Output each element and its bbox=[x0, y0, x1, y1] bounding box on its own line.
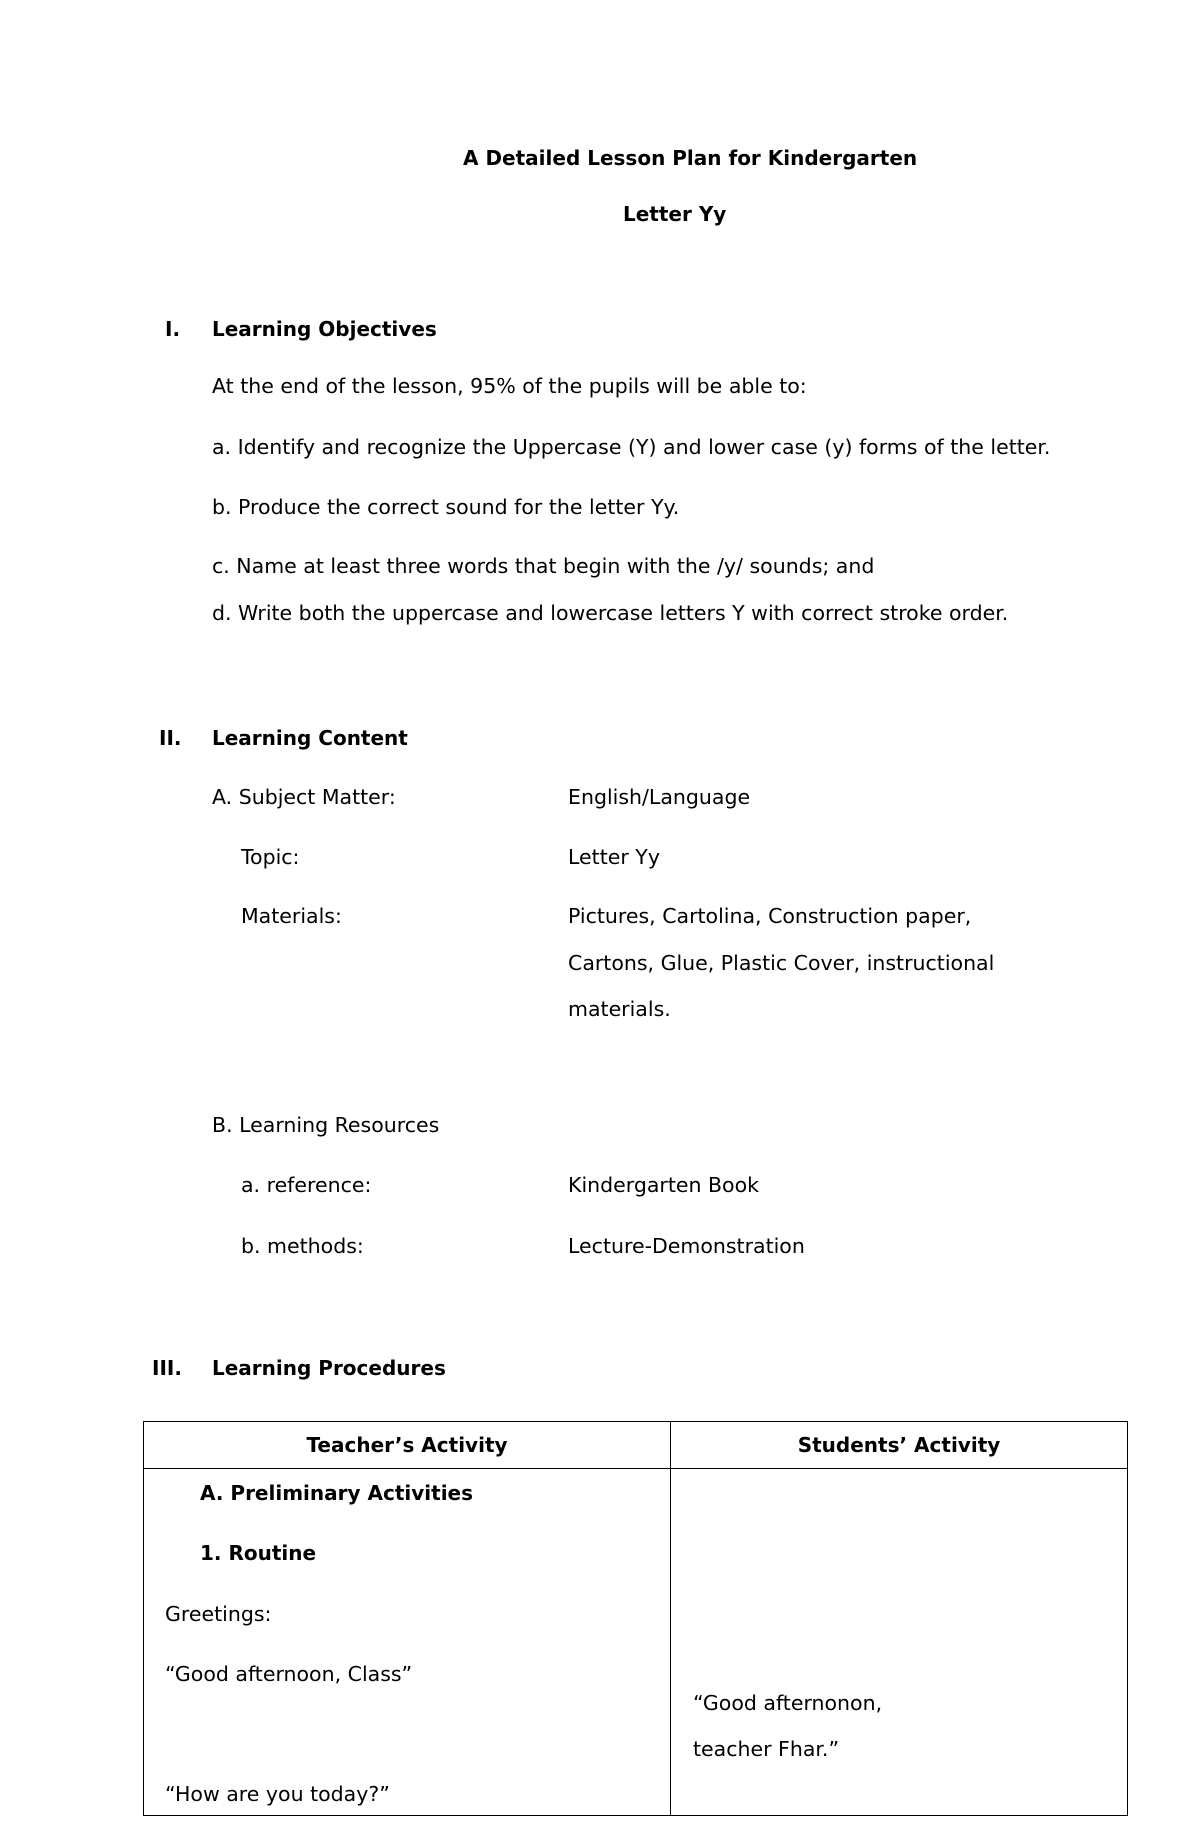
objective-item-c: c. Name at least three words that begin with the /y/ sounds; and bbox=[212, 554, 875, 578]
reference-value: Kindergarten Book bbox=[568, 1173, 760, 1197]
table-header-row bbox=[144, 1422, 1128, 1469]
objectives-intro: At the end of the lesson, 95% of the pupils will be able to: bbox=[212, 374, 807, 398]
document-subtitle: Letter Yy bbox=[623, 202, 727, 226]
document-title: A Detailed Lesson Plan for Kindergarten bbox=[463, 146, 918, 170]
greetings-label: Greetings: bbox=[165, 1602, 272, 1626]
routine-heading: 1. Routine bbox=[200, 1541, 317, 1565]
table-row bbox=[144, 1469, 1128, 1816]
section-heading-objectives: Learning Objectives bbox=[212, 317, 437, 341]
topic-label: Topic: bbox=[241, 845, 300, 869]
reference-label: a. reference: bbox=[241, 1173, 372, 1197]
teacher-activity-cell bbox=[144, 1469, 671, 1816]
section-numeral-content: II. bbox=[159, 726, 182, 750]
procedures-table bbox=[143, 1421, 1128, 1816]
subject-matter-value: English/Language bbox=[568, 785, 751, 809]
teacher-line-good-afternoon: “Good afternoon, Class” bbox=[165, 1662, 413, 1686]
students-activity-header: Students’ Activity bbox=[671, 1422, 1128, 1469]
section-numeral-objectives: I. bbox=[165, 317, 181, 341]
materials-line-1: Pictures, Cartolina, Construction paper, bbox=[568, 904, 972, 928]
teacher-line-how-are-you: “How are you today?” bbox=[165, 1782, 390, 1806]
objective-item-d: d. Write both the uppercase and lowercase letters Y with correct stroke order. bbox=[212, 601, 1009, 625]
topic-value: Letter Yy bbox=[568, 845, 660, 869]
students-activity-cell bbox=[671, 1469, 1128, 1816]
teacher-activity-header: Teacher’s Activity bbox=[144, 1422, 671, 1469]
students-line-1: “Good afternonon, bbox=[693, 1691, 883, 1715]
materials-label: Materials: bbox=[241, 904, 342, 928]
materials-line-3: materials. bbox=[568, 997, 671, 1021]
preliminary-activities-heading: A. Preliminary Activities bbox=[200, 1481, 474, 1505]
materials-line-2: Cartons, Glue, Plastic Cover, instructional bbox=[568, 951, 995, 975]
section-numeral-procedures: III. bbox=[152, 1356, 182, 1380]
students-line-2: teacher Fhar.” bbox=[693, 1737, 840, 1761]
learning-resources-label: B. Learning Resources bbox=[212, 1113, 440, 1137]
subject-matter-label: A. Subject Matter: bbox=[212, 785, 396, 809]
section-heading-content: Learning Content bbox=[212, 726, 408, 750]
objective-item-b: b. Produce the correct sound for the letter Yy. bbox=[212, 495, 680, 519]
methods-value: Lecture-Demonstration bbox=[568, 1234, 805, 1258]
section-heading-procedures: Learning Procedures bbox=[212, 1356, 446, 1380]
objective-item-a: a. Identify and recognize the Uppercase (Y) and lower case (y) forms of the letter. bbox=[212, 435, 1051, 459]
methods-label: b. methods: bbox=[241, 1234, 364, 1258]
